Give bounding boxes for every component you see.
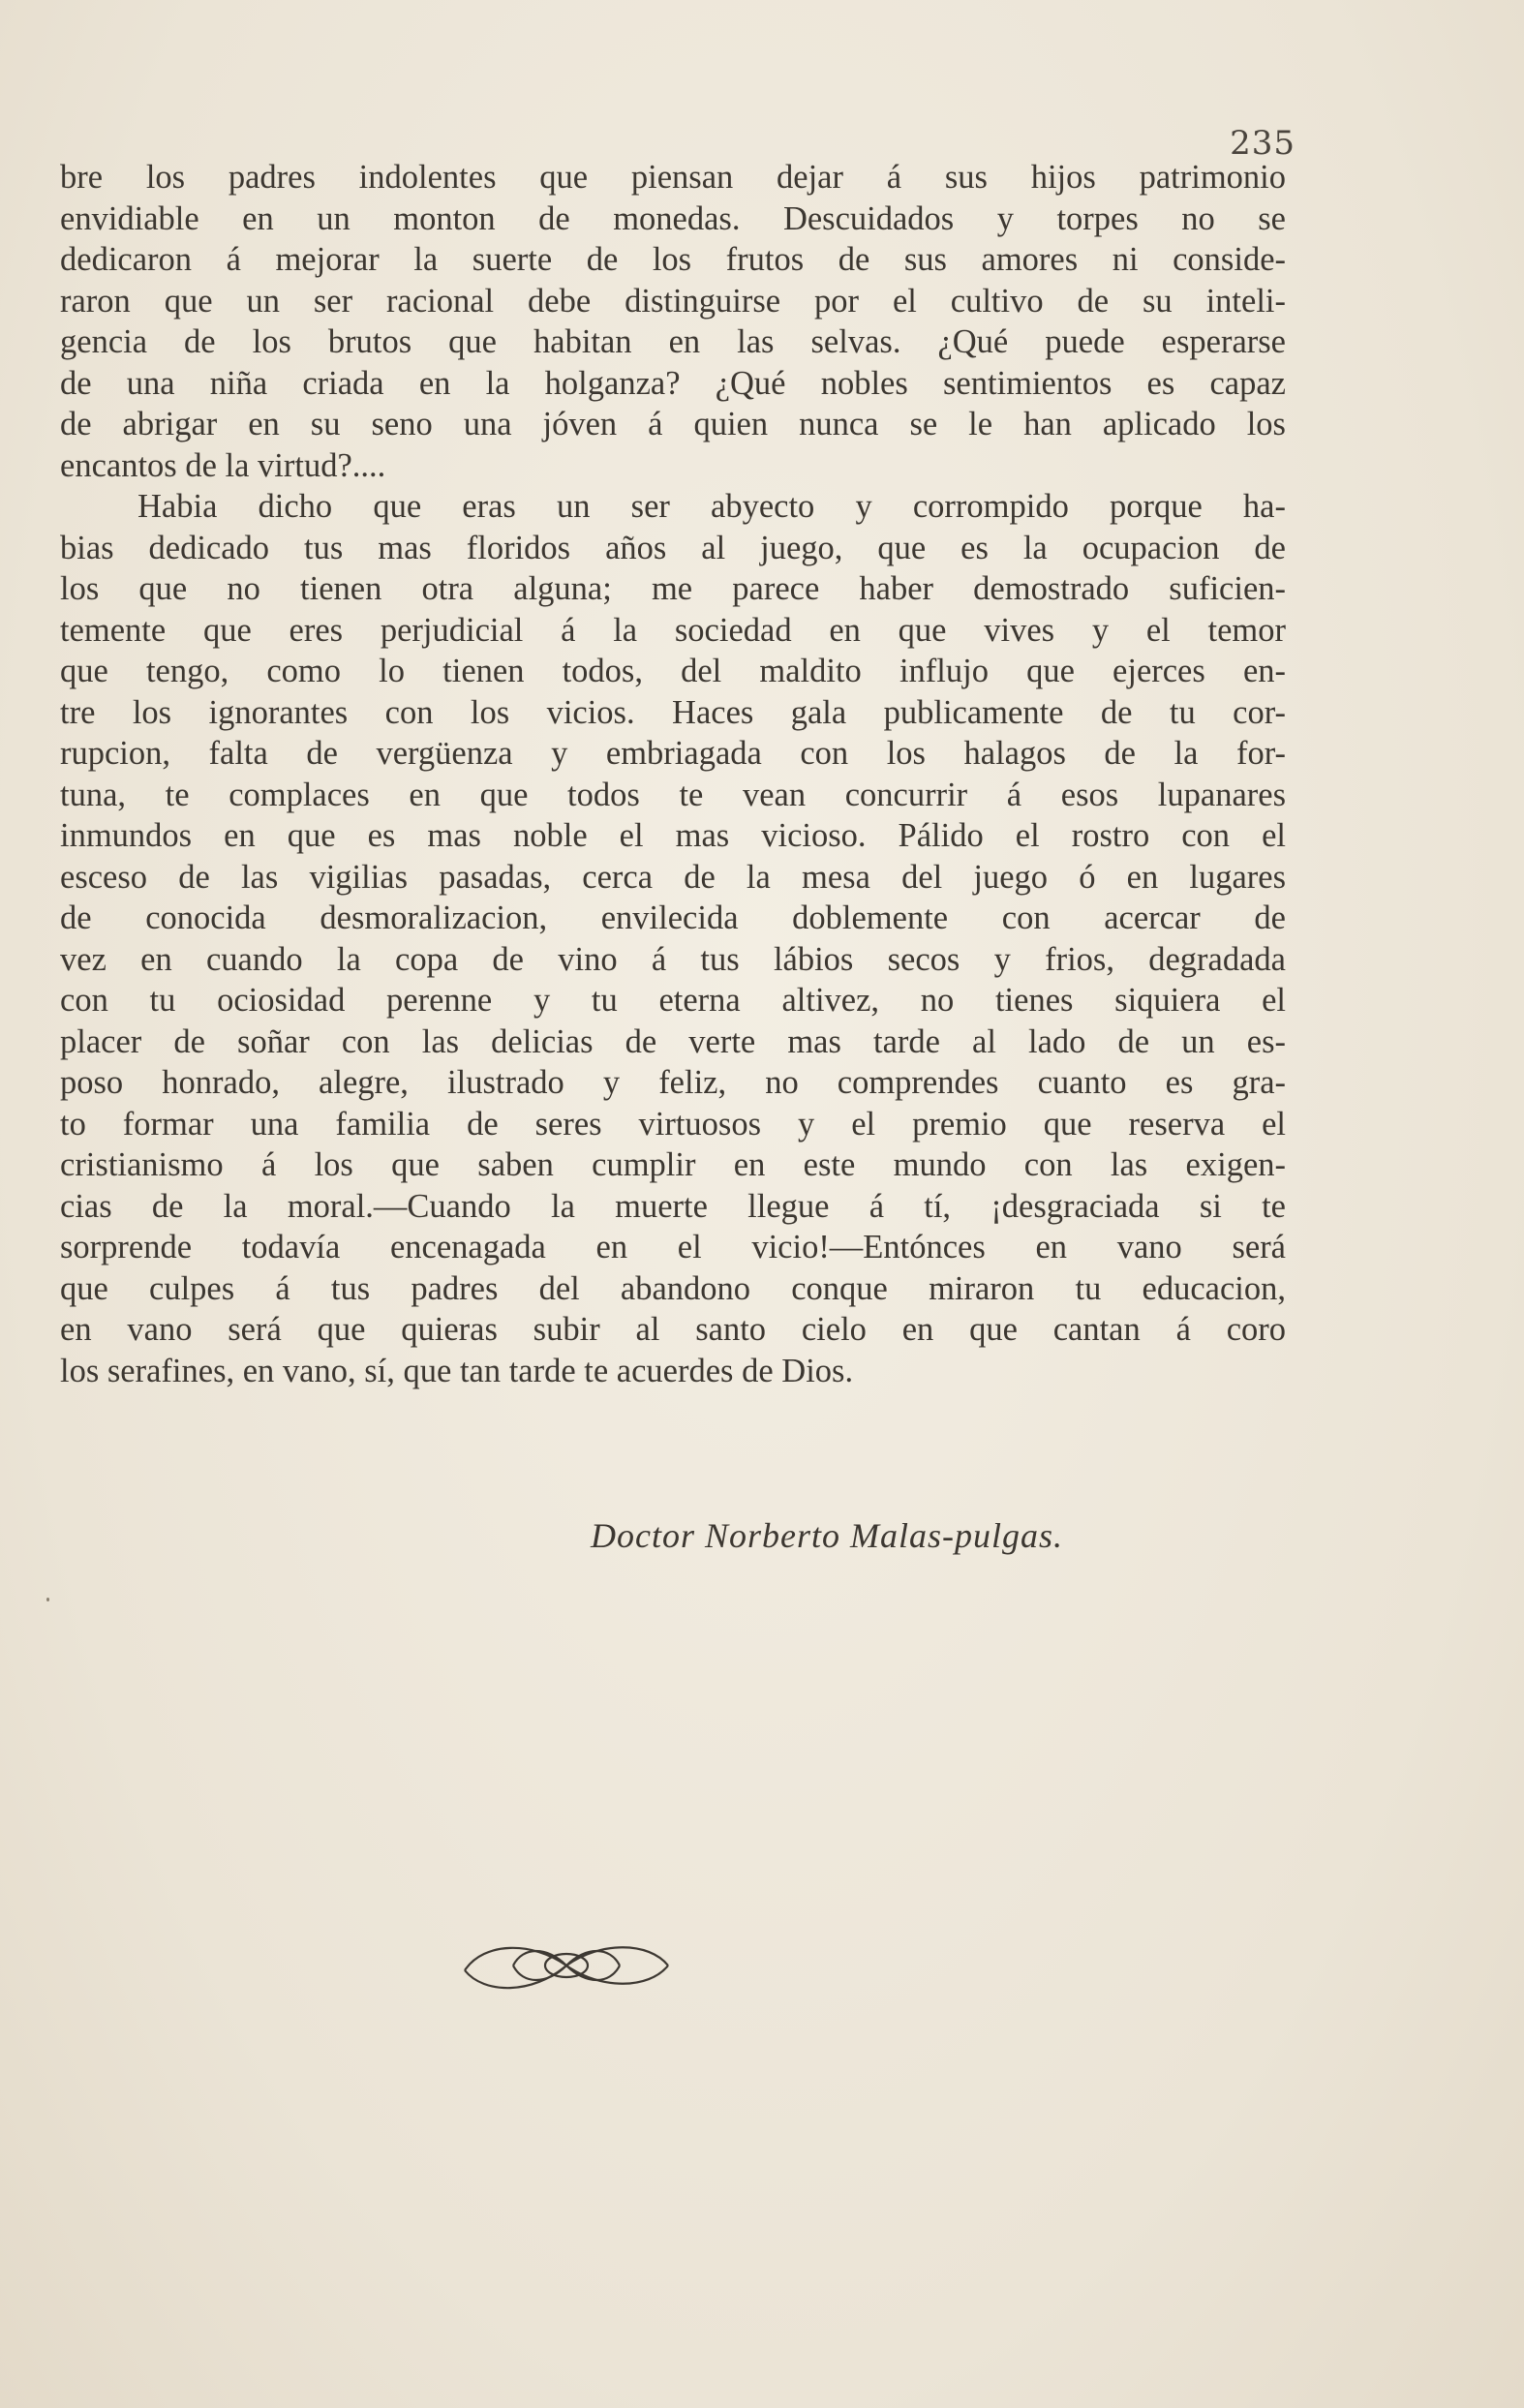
- text-line: vez en cuando la copa de vino á tus lábios secos y frios, degradada: [60, 940, 1286, 978]
- ornament-flourish-icon: [455, 1927, 678, 2004]
- text-line: rupcion, falta de vergüenza y embriagada con los halagos de la for-: [60, 735, 1286, 772]
- text-line: en vano será que quieras subir al santo cielo en que cantan á coro: [60, 1311, 1286, 1348]
- text-line: que tengo, como lo tienen todos, del maldito influjo que ejerces en-: [60, 653, 1286, 689]
- body-text: [60, 157, 1286, 1391]
- text-line: cias de la moral.—Cuando la muerte llegue á tí, ¡desgraciada si te: [60, 1187, 1286, 1225]
- paper-speck: [46, 1598, 49, 1601]
- author-signature: Doctor Norberto Malas-pulgas.: [591, 1516, 1063, 1555]
- text-line: bre los padres indolentes que piensan dejar á sus hijos patrimonio: [60, 159, 1286, 196]
- text-line: con tu ociosidad perenne y tu eterna altivez, no tienes siquiera el: [60, 982, 1286, 1019]
- text-line: dedicaron á mejorar la suerte de los frutos de sus amores ni conside-: [60, 241, 1286, 278]
- text-line: temente que eres perjudicial á la sociedad en que vives y el temor: [60, 611, 1286, 649]
- text-line: cristianismo á los que saben cumplir en este mundo con las exigen-: [60, 1146, 1286, 1183]
- text-line: raron que un ser racional debe distinguirse por el cultivo de su inteli-: [60, 282, 1286, 320]
- text-line: de abrigar en su seno una jóven á quien nunca se le han aplicado los: [60, 406, 1286, 442]
- text-line: los serafines, en vano, sí, que tan tarde te acuerdes de Dios.: [60, 1352, 854, 1389]
- text-line: bias dedicado tus mas floridos años al juego, que es la ocupacion de: [60, 529, 1286, 566]
- text-line: tuna, te complaces en que todos te vean concurrir á esos lupanares: [60, 776, 1286, 813]
- text-line: poso honrado, alegre, ilustrado y feliz, no comprendes cuanto es gra-: [60, 1064, 1286, 1101]
- page-number: 235: [1230, 124, 1295, 163]
- text-line: encantos de la virtud?....: [60, 446, 386, 484]
- text-line: de conocida desmoralizacion, envilecida doblemente con acercar de: [60, 899, 1286, 936]
- text-line: inmundos en que es mas noble el mas vicioso. Pálido el rostro con el: [60, 817, 1286, 854]
- text-line: esceso de las vigilias pasadas, cerca de la mesa del juego ó en lugares: [60, 858, 1286, 896]
- text-line: los que no tienen otra alguna; me parece haber demostrado suficien-: [60, 570, 1286, 607]
- text-line: Habia dicho que eras un ser abyecto y corrompido porque ha-: [137, 488, 1286, 525]
- text-line: envidiable en un monton de monedas. Descuidados y torpes no se: [60, 199, 1286, 237]
- text-line: placer de soñar con las delicias de verte mas tarde al lado de un es-: [60, 1022, 1286, 1060]
- text-line: que culpes á tus padres del abandono conque miraron tu educacion,: [60, 1269, 1286, 1307]
- text-line: de una niña criada en la holganza? ¿Qué nobles sentimientos es capaz: [60, 364, 1286, 402]
- text-line: tre los ignorantes con los vicios. Haces gala publicamente de tu cor-: [60, 693, 1286, 731]
- text-line: to formar una familia de seres virtuosos y el premio que reserva el: [60, 1105, 1286, 1143]
- text-line: gencia de los brutos que habitan en las selvas. ¿Qué puede esperarse: [60, 323, 1286, 360]
- text-line: sorprende todavía encenagada en el vicio!—Entónces en vano será: [60, 1229, 1286, 1265]
